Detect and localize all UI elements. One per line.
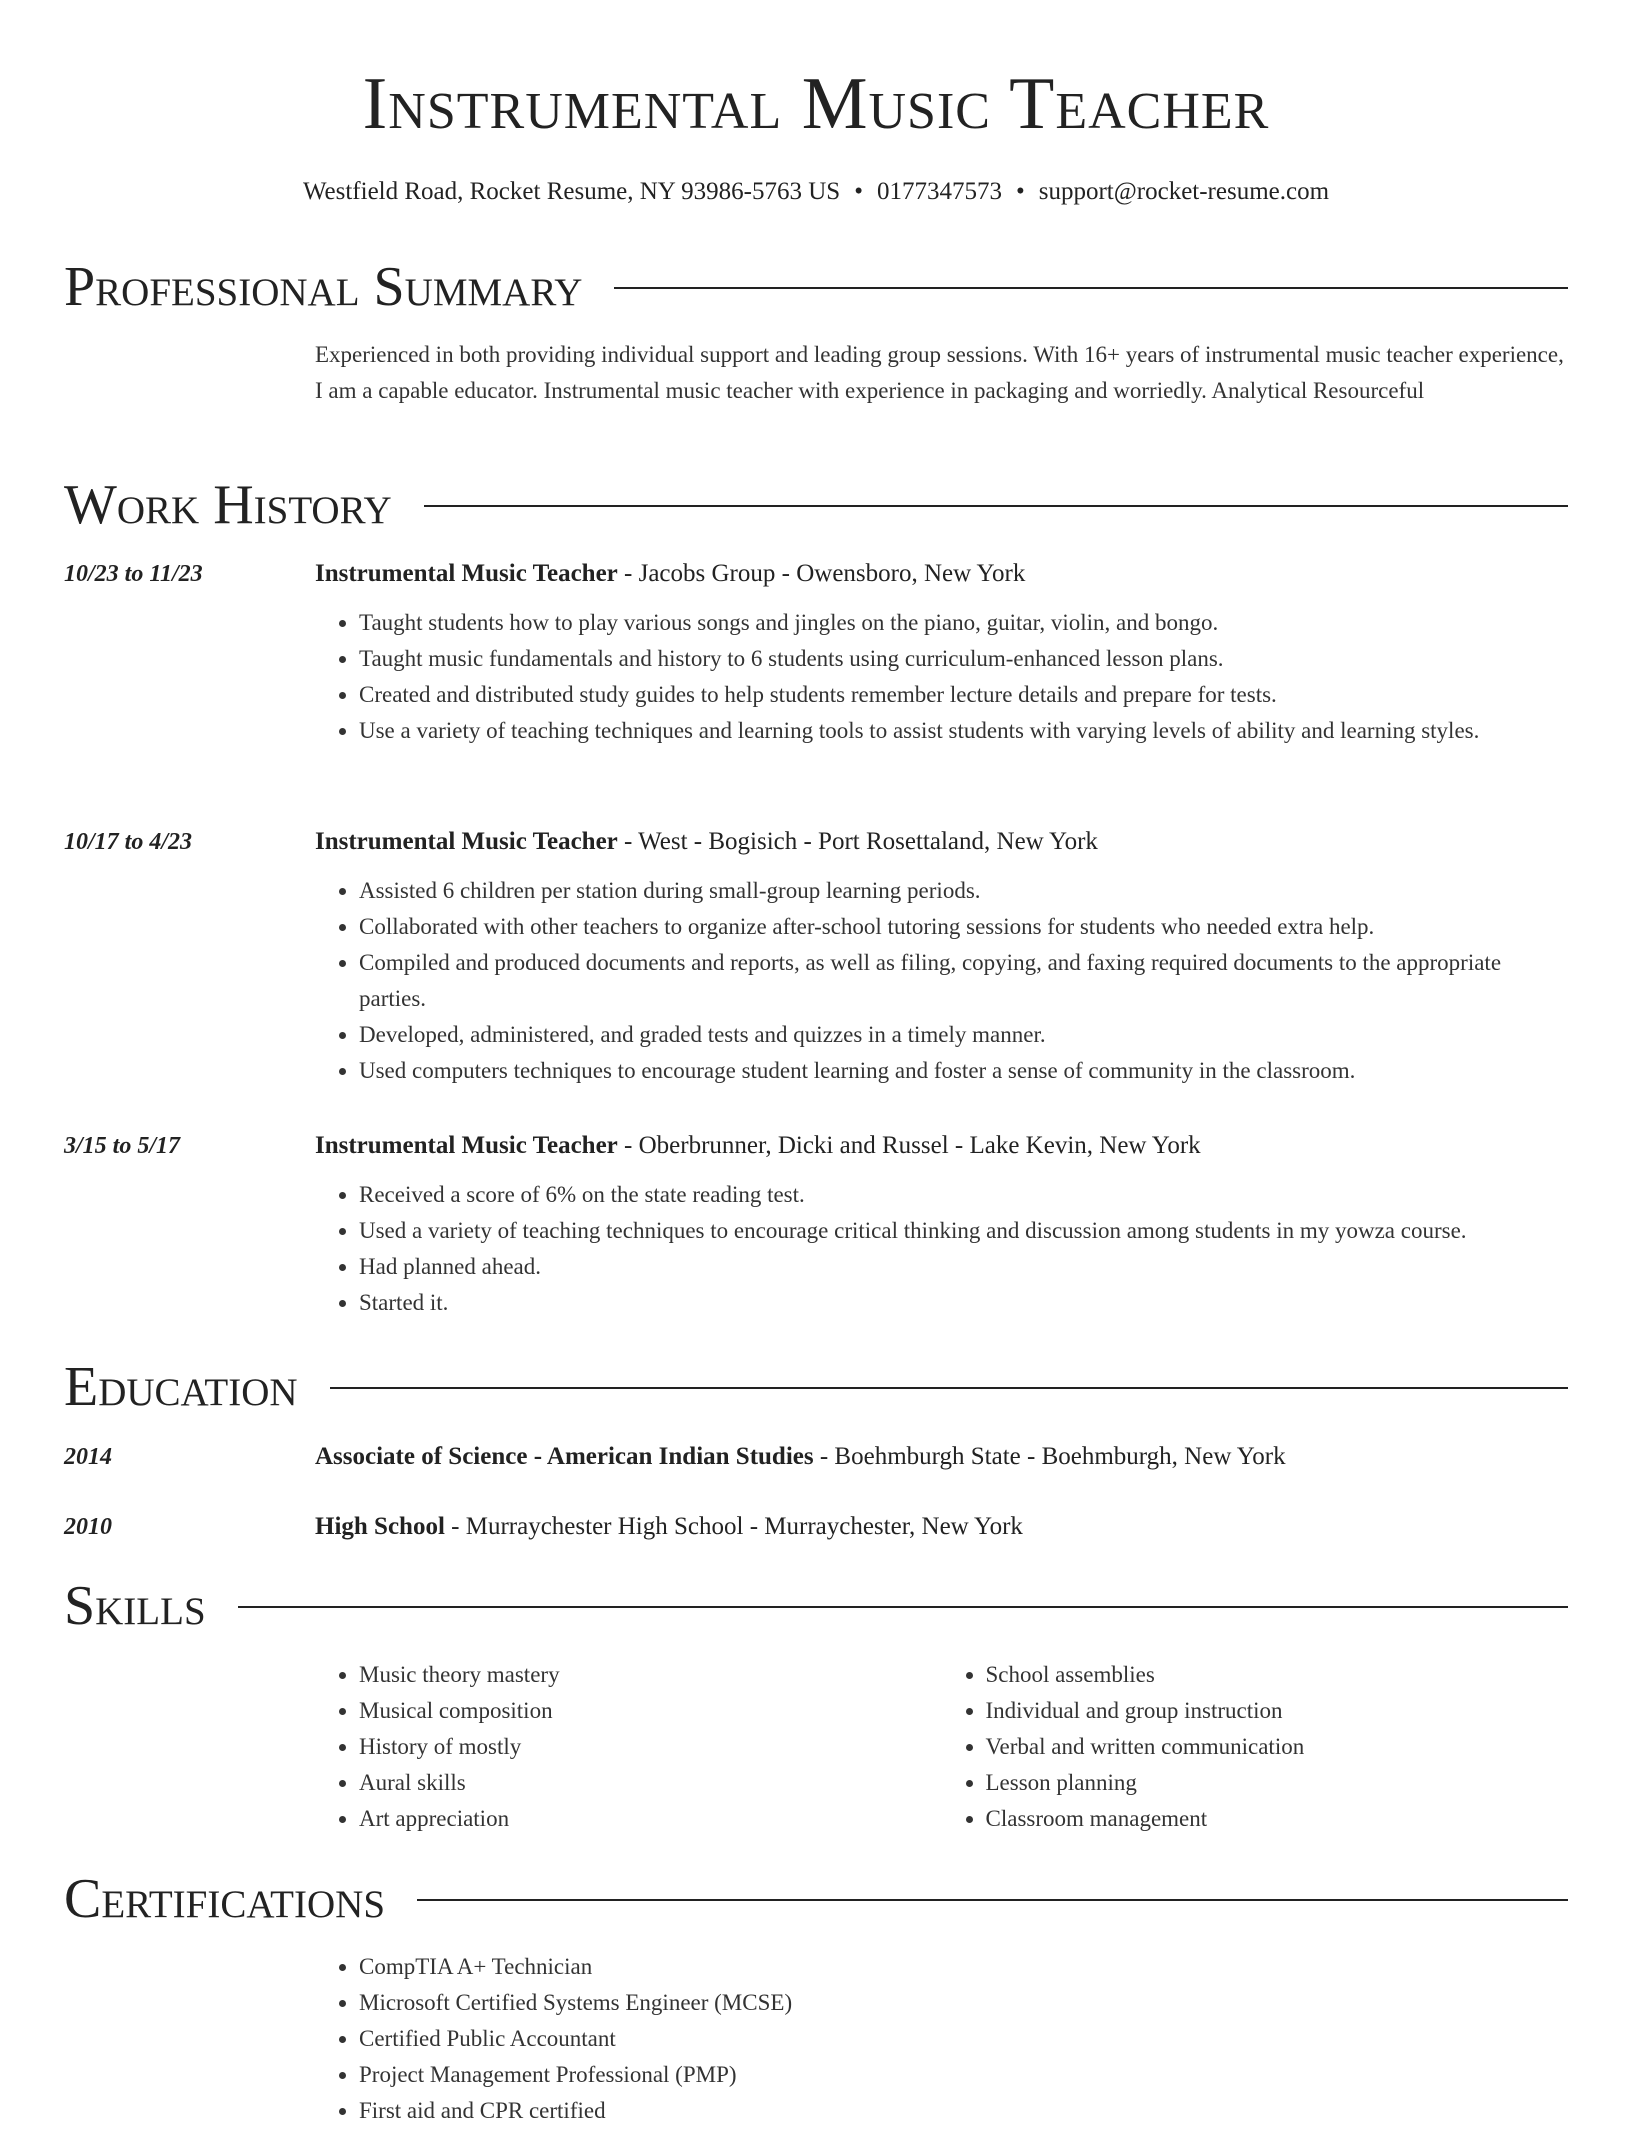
skill-item: • Verbal and written communication	[986, 1729, 1569, 1765]
work-entry	[64, 1129, 1568, 1321]
skill-item: • Music theory mastery	[359, 1657, 942, 1693]
skills-list	[315, 1657, 1568, 1837]
list-item: • Taught students how to play various songs and jingles on the piano, guitar, violin, and bongo.	[359, 605, 1568, 641]
skill-item: • Lesson planning	[986, 1765, 1569, 1801]
section-title: Professional Summary	[64, 256, 583, 318]
work-history-section-heading	[64, 475, 1568, 535]
job-details: - Jacobs Group - Owensboro, New York	[617, 560, 1026, 587]
skill-item: • Aural skills	[359, 1765, 942, 1801]
education-date: 2010	[64, 1514, 112, 1540]
certifications-column	[315, 1949, 1559, 2129]
job-title: Instrumental Music Teacher	[315, 828, 618, 855]
skills-section-heading	[64, 1576, 1568, 1636]
work-entry	[64, 557, 1568, 749]
education-title-line	[315, 1440, 1568, 1474]
school-details: - Boehmburgh State - Boehmburgh, New York	[813, 1443, 1286, 1470]
work-entry	[64, 825, 1568, 1089]
list-item: • Used computers techniques to encourage student learning and foster a sense of community in the classroom.	[359, 1053, 1568, 1089]
certification-item: • First aid and CPR certified	[359, 2093, 1559, 2129]
list-item: • Taught music fundamentals and history to 6 students using curriculum-enhanced lesson plans.	[359, 641, 1568, 677]
degree: Associate of Science - American Indian Studies	[315, 1443, 814, 1470]
list-item: • Received a score of 6% on the state reading test.	[359, 1177, 1568, 1213]
list-item: • Developed, administered, and graded tests and quizzes in a timely manner.	[359, 1017, 1568, 1053]
section-divider	[614, 287, 1568, 289]
section-title: Work History	[64, 474, 392, 536]
work-bullets	[315, 873, 1568, 1089]
list-item: • Assisted 6 children per station during small-group learning periods.	[359, 873, 1568, 909]
summary-section-heading	[64, 257, 1568, 317]
certification-item: • Certified Public Accountant	[359, 2021, 1559, 2057]
work-date: 3/15 to 5/17	[64, 1133, 181, 1159]
skill-item: • Classroom management	[986, 1801, 1569, 1837]
certifications-section-heading	[64, 1869, 1568, 1929]
list-item: • Use a variety of teaching techniques and learning tools to assist students with varying levels of ability and learning styles.	[359, 713, 1568, 749]
certifications-list	[315, 1949, 1568, 2129]
certification-item: • Microsoft Certified Systems Engineer (MCSE)	[359, 1985, 1559, 2021]
skill-item: • Art appreciation	[359, 1801, 942, 1837]
list-item: • Created and distributed study guides to help students remember lecture details and prepare for tests.	[359, 677, 1568, 713]
education-section-heading	[64, 1357, 1568, 1417]
contact-email[interactable]: support@rocket-resume.com	[1038, 178, 1330, 205]
list-item: • Used a variety of teaching techniques to encourage critical thinking and discussion among students in my yowza course.	[359, 1213, 1568, 1249]
skill-item: • History of mostly	[359, 1729, 942, 1765]
work-bullets	[315, 1177, 1568, 1321]
contact-phone: 0177347573	[876, 178, 1002, 205]
education-entry	[64, 1440, 1568, 1474]
section-title: Certifications	[64, 1868, 386, 1930]
work-date: 10/23 to 11/23	[64, 561, 203, 587]
list-item: • Started it.	[359, 1285, 1568, 1321]
summary-text: Experienced in both providing individual support and leading group sessions. With 16+ years of instrumental music teacher experience, I am a capable educator. Instrumental music teacher with experience in packaging and worriedly. Analytical Resourceful	[315, 342, 1564, 403]
school-details: - Murraychester High School - Murraychester, New York	[444, 1513, 1023, 1540]
skill-item: • Individual and group instruction	[986, 1693, 1569, 1729]
section-divider	[330, 1387, 1568, 1389]
section-divider	[417, 1899, 1568, 1901]
job-details: - West - Bogisich - Port Rosettaland, New York	[617, 828, 1098, 855]
contact-line	[64, 176, 1568, 208]
section-divider	[424, 505, 1568, 507]
degree: High School	[315, 1513, 445, 1540]
contact-separator: •	[1015, 178, 1025, 205]
education-title-line	[315, 1510, 1568, 1544]
section-title: Skills	[64, 1575, 206, 1637]
work-title-line	[315, 1129, 1568, 1163]
job-title: Instrumental Music Teacher	[315, 560, 618, 587]
job-details: - Oberbrunner, Dicki and Russel - Lake Kevin, New York	[617, 1132, 1201, 1159]
section-divider	[238, 1606, 1568, 1608]
skills-column-left	[315, 1657, 942, 1837]
list-item: • Compiled and produced documents and reports, as well as filing, copying, and faxing required documents to the appropriate parties.	[359, 945, 1568, 1017]
certification-item: • CompTIA A+ Technician	[359, 1949, 1559, 1985]
list-item: • Had planned ahead.	[359, 1249, 1568, 1285]
resume-name: Instrumental Music Teacher	[362, 63, 1270, 145]
job-title: Instrumental Music Teacher	[315, 1132, 618, 1159]
list-item: • Collaborated with other teachers to organize after-school tutoring sessions for students who needed extra help.	[359, 909, 1568, 945]
contact-separator: •	[854, 178, 863, 205]
skill-item: • School assemblies	[986, 1657, 1569, 1693]
work-title-line	[315, 825, 1568, 859]
work-title-line	[315, 557, 1568, 591]
skills-column-right	[942, 1657, 1569, 1837]
skill-item: • Musical composition	[359, 1693, 942, 1729]
work-date: 10/17 to 4/23	[64, 829, 193, 855]
work-bullets	[315, 605, 1568, 749]
resume-page	[64, 0, 1568, 2123]
certification-item: • Project Management Professional (PMP)	[359, 2057, 1559, 2093]
education-entry	[64, 1510, 1568, 1544]
section-title: Education	[64, 1356, 298, 1418]
contact-address: Westfield Road, Rocket Resume, NY 93986-5763 US	[302, 178, 841, 205]
education-date: 2014	[64, 1444, 112, 1470]
